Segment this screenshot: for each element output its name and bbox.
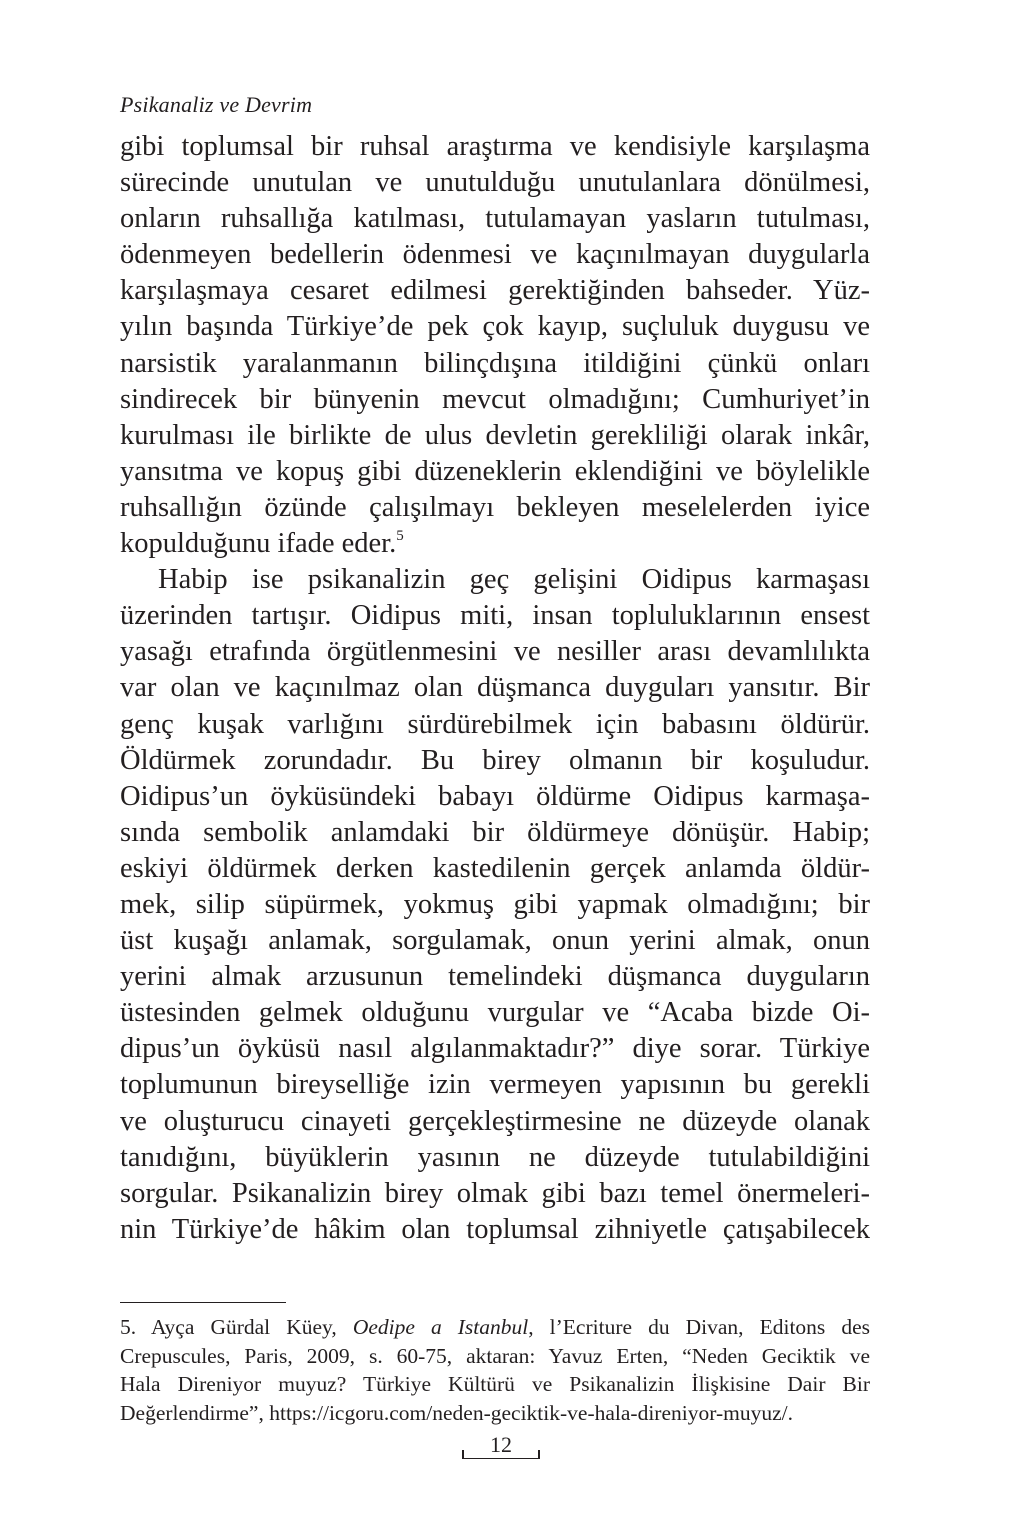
body-text (120, 129, 870, 1248)
text-line: yansıtma ve kopuş gibi düzeneklerin eklendiğini ve böylelikle (120, 455, 870, 487)
page-number-left-tick (462, 1450, 464, 1459)
page-number-text: 12 (490, 1432, 512, 1457)
text-line: tanıdığını, büyüklerin yasının ne düzeyde tutulabildiğini (120, 1141, 870, 1173)
running-header: Psikanaliz ve Devrim (120, 92, 313, 117)
footnote-divider (120, 1302, 286, 1303)
text-line: sürecinde unutulan ve unutulduğu unutulanlara dönülmesi, (120, 167, 870, 199)
page-number (462, 1432, 540, 1458)
footnote-line: Hala Direniyor muyuz? Türkiye Kültürü ve Psikanalizin İlişkisine Dair Bir (120, 1372, 870, 1396)
text-line (120, 526, 870, 562)
footnote-author: Ayça Gürdal Küey, (151, 1315, 337, 1339)
paragraph-end-text: kopulduğunu ifade eder. (120, 528, 397, 560)
footnote-line: Crepuscules, Paris, 2009, s. 60-75, aktaran: Yavuz Erten, “Neden Geciktik ve (120, 1343, 870, 1368)
paragraph-1 (120, 129, 870, 562)
text-line: dipus’un öyküsü nasıl algılanmaktadır?” diye sorar. Türkiye (120, 1033, 870, 1065)
text-line: ve oluşturucu cinayeti gerçekleştirmesine ne düzeyde olanak (120, 1105, 870, 1137)
text-line: yasağı etrafında örgütlenmesini ve nesiller arası devamlılıkta (120, 636, 870, 668)
text-line: yılın başında Türkiye’de pek çok kayıp, suçluluk duygusu ve (120, 311, 870, 343)
text-line: eskiyi öldürmek derken kastedilenin gerçek anlamda öldür- (120, 852, 870, 884)
text-line: var olan ve kaçınılmaz olan düşmanca duyguları yansıtır. Bir (120, 672, 870, 704)
page-number-underline (462, 1458, 540, 1459)
text-line: toplumunun bireyselliğe izin vermeyen yapısının bu gerekli (120, 1069, 870, 1101)
footnote-publisher: , l’Ecriture du Divan, Editons des (528, 1315, 870, 1339)
footnote (120, 1313, 870, 1427)
page-number-right-tick (538, 1450, 540, 1459)
text-line: Oidipus’un öyküsündeki babayı öldürme Oidipus karmaşa- (120, 780, 870, 812)
text-line: sorgular. Psikanalizin birey olmak gibi bazı temel önermeleri- (120, 1177, 870, 1209)
text-line: sında sembolik anlamdaki bir öldürmeye dönüşür. Habip; (120, 816, 870, 848)
footnote-url-line[interactable]: Değerlendirme”, https://icgoru.com/neden-geciktik-ve-hala-direniyor-muyuz/. (120, 1400, 793, 1425)
text-line: Habip ise psikanalizin geç gelişini Oidipus karmaşası (158, 564, 870, 596)
text-line: narsistik yaralanmanın bilinçdışına itildiğini çünkü onları (120, 347, 870, 379)
text-line: onların ruhsallığa katılması, tutulamayan yasların tutulması, (120, 203, 870, 235)
paragraph-2 (120, 562, 870, 1248)
footnote-reference[interactable]: 5 (396, 528, 404, 545)
text-line: nin Türkiye’de hâkim olan toplumsal zihniyetle çatışabilecek (120, 1213, 870, 1245)
text-line: Öldürmek zorundadır. Bu birey olmanın bir koşuludur. (120, 744, 870, 776)
text-line: karşılaşmaya cesaret edilmesi gerektiğinden bahseder. Yüz- (120, 275, 870, 307)
footnote-title: Oedipe a Istanbul (352, 1315, 529, 1339)
footnote-line (120, 1313, 870, 1342)
text-line: ödenmeyen bedellerin ödenmesi ve kaçınılmayan duygularla (120, 239, 870, 271)
text-line: genç kuşak varlığını sürdürebilmek için babasını öldürür. (120, 708, 870, 740)
text-line: ruhsallığın özünde çalışılmayı bekleyen meselelerden iyice (120, 491, 870, 523)
footnote-number: 5. (120, 1315, 137, 1339)
text-line: gibi toplumsal bir ruhsal araştırma ve kendisiyle karşılaşma (120, 131, 870, 162)
text-line: sindirecek bir bünyenin mevcut olmadığını; Cumhuriyet’in (120, 383, 870, 415)
text-line: yerini almak arzusunun temelindeki düşmanca duyguların (120, 961, 870, 993)
text-line: kurulması ile birlikte de ulus devletin gerekliliği olarak inkâr, (120, 419, 870, 451)
text-line: üzerinden tartışır. Oidipus miti, insan topluluklarının ensest (120, 600, 870, 632)
text-line: üstesinden gelmek olduğunu vurgular ve “Acaba bizde Oi- (120, 997, 870, 1029)
text-line: üst kuşağı anlamak, sorgulamak, onun yerini almak, onun (120, 925, 870, 957)
text-line: mek, silip süpürmek, yokmuş gibi yapmak olmadığını; bir (120, 888, 870, 920)
